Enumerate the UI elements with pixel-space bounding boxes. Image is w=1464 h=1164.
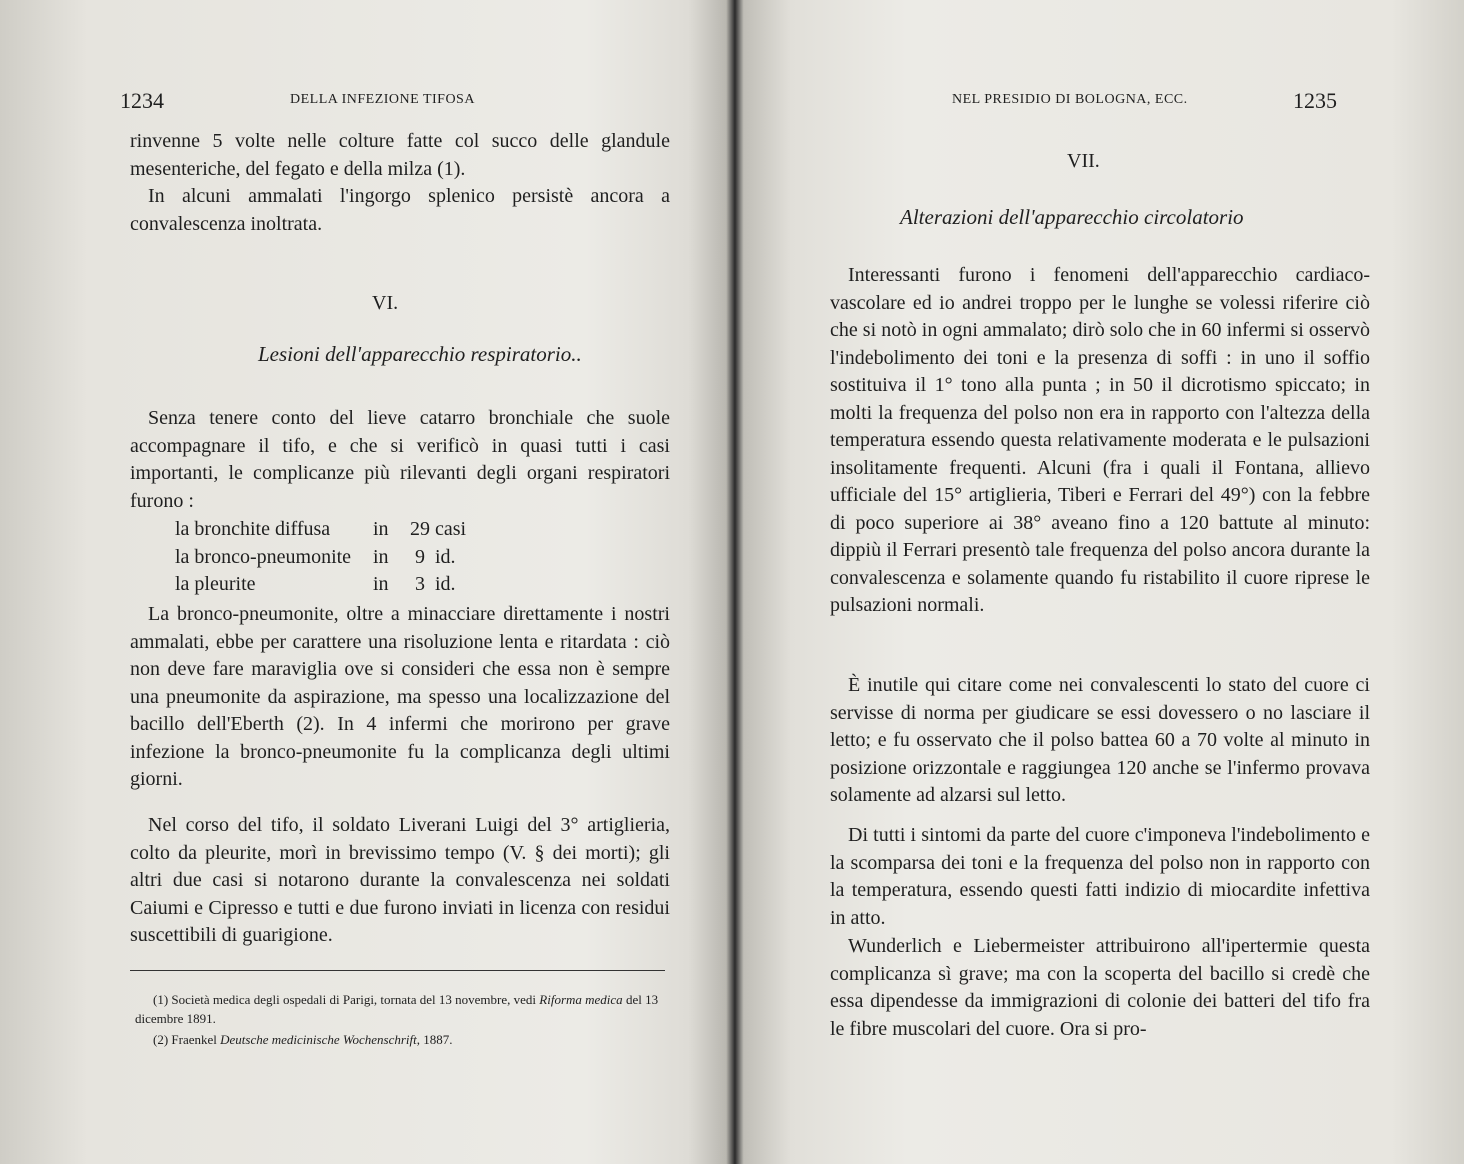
footnote: (1) Società medica degli ospedali di Parigi, tornata del 13 novembre, vedi Riforma medica del 13 dicembre 1891. [135,992,659,1026]
section-number: VII. [1067,150,1100,172]
running-head: NEL PRESIDIO DI BOLOGNA, ECC. [952,92,1188,107]
paragraph: La bronco-pneumonite, oltre a minacciare direttamente i nostri ammalati, ebbe per carattere una risoluzione lenta e ritardata : ciò non deve fare maraviglia ove si consideri che essa non è sempre una pneumonite da aspirazione, ma spesso una localizzazione del bacillo dell'Eberth (2). In 4 infermi che morirono per grave infezione la bronco-pneumonite fu la complicanza degli ultimi giorni. [130,603,670,790]
complication-list [175,516,495,599]
list-item: la bronchite diffusa in 29 casi [175,518,467,540]
paragraph: È inutile qui citare come nei convalescenti lo stato del cuore ci servisse di norma per giudicare se essi dovessero o no lasciare il letto; e fu osservato che il polso battea 60 a 70 volte al minuto in posizione orizzontale e raggiungea 120 anche se l'infermo provava solamente ad alzarsi sul letto. [830,674,1370,806]
paragraph: Wunderlich e Liebermeister attribuirono all'ipertermie questa complicanza sì grave; ma con la scoperta del bacillo si credè che essa dipendesse da immigrazioni di colonie dei batteri del tifo fra le fibre muscolari del cuore. Ora si pro- [830,935,1370,1040]
paragraph: Interessanti furono i fenomeni dell'apparecchio cardiaco-vascolare ed io andrei troppo per le lunghe se volessi riferire ciò che si notò in ogni ammalato; dirò solo che in 60 infermi si osservò l'indebolimento dei toni e la presenza di soffi : in uno il soffio sostituiva il 1° tono alla punta ; in 50 il dicrotismo spiccato; in molti la frequenza del polso non era in rapporto con l'altezza della temperatura essendo questa relativamente moderata e le pulsazioni insolitamente frequenti. Alcuni (fra i quali il Fontana, allievo ufficiale del 15° artiglieria, Tiberi e Ferrari del 49°) con la febbre di poco superiore ai 38° aveano fino a 120 battute al minuto: dippiù il Ferrari presentò tale frequenza del polso ancora durante la convalescenza e solamente quando fu ristabilito il cuore riprese le pulsazioni normali. [830,264,1370,616]
running-head: DELLA INFEZIONE TIFOSA [290,92,475,107]
page-number: 1234 [120,88,164,113]
section-number: VI. [372,292,399,314]
paragraph: In alcuni ammalati l'ingorgo splenico persistè ancora a convalescenza inoltrata. [130,185,670,235]
right-page [745,0,1464,1164]
list-item: la bronco-pneumonite in 9 id. [175,545,456,568]
left-page [0,0,720,1164]
paragraph: Nel corso del tifo, il soldato Liverani Luigi del 3° artiglieria, colto da pleurite, morì in brevissimo tempo (V. § dei morti); gli altri due casi si notarono durante la convalescenza nei soldati Caiumi e Cipresso e tutti e due furono inviati in licenza con residui suscettibili di guarigione. [130,814,670,946]
paragraph: Di tutti i sintomi da parte del cuore c'imponeva l'indebolimento e la scomparsa dei toni e la frequenza del polso non in rapporto con la temperatura, essendo questi fatti indizio di miocardite infettiva in atto. [830,824,1370,929]
section-title: Alterazioni dell'apparecchio circolatorio [900,205,1244,229]
section-title: Lesioni dell'apparecchio respiratorio.. [258,342,582,366]
page-number: 1235 [1293,88,1337,113]
paragraph: Senza tenere conto del lieve catarro bronchiale che suole accompagnare il tifo, e che si verificò in quasi tutti i casi importanti, le complicanze più rilevanti degli organi respiratori furono : [130,407,670,512]
footnote: (2) Fraenkel Deutsche medicinische Wochenschrift, 1887. [153,1032,453,1047]
paragraph: rinvenne 5 volte nelle colture fatte col succo delle glandule mesenteriche, del fegato e della milza (1). [130,130,670,180]
footnote-rule [130,970,665,971]
list-item: la pleurite in 3 id. [175,573,456,595]
